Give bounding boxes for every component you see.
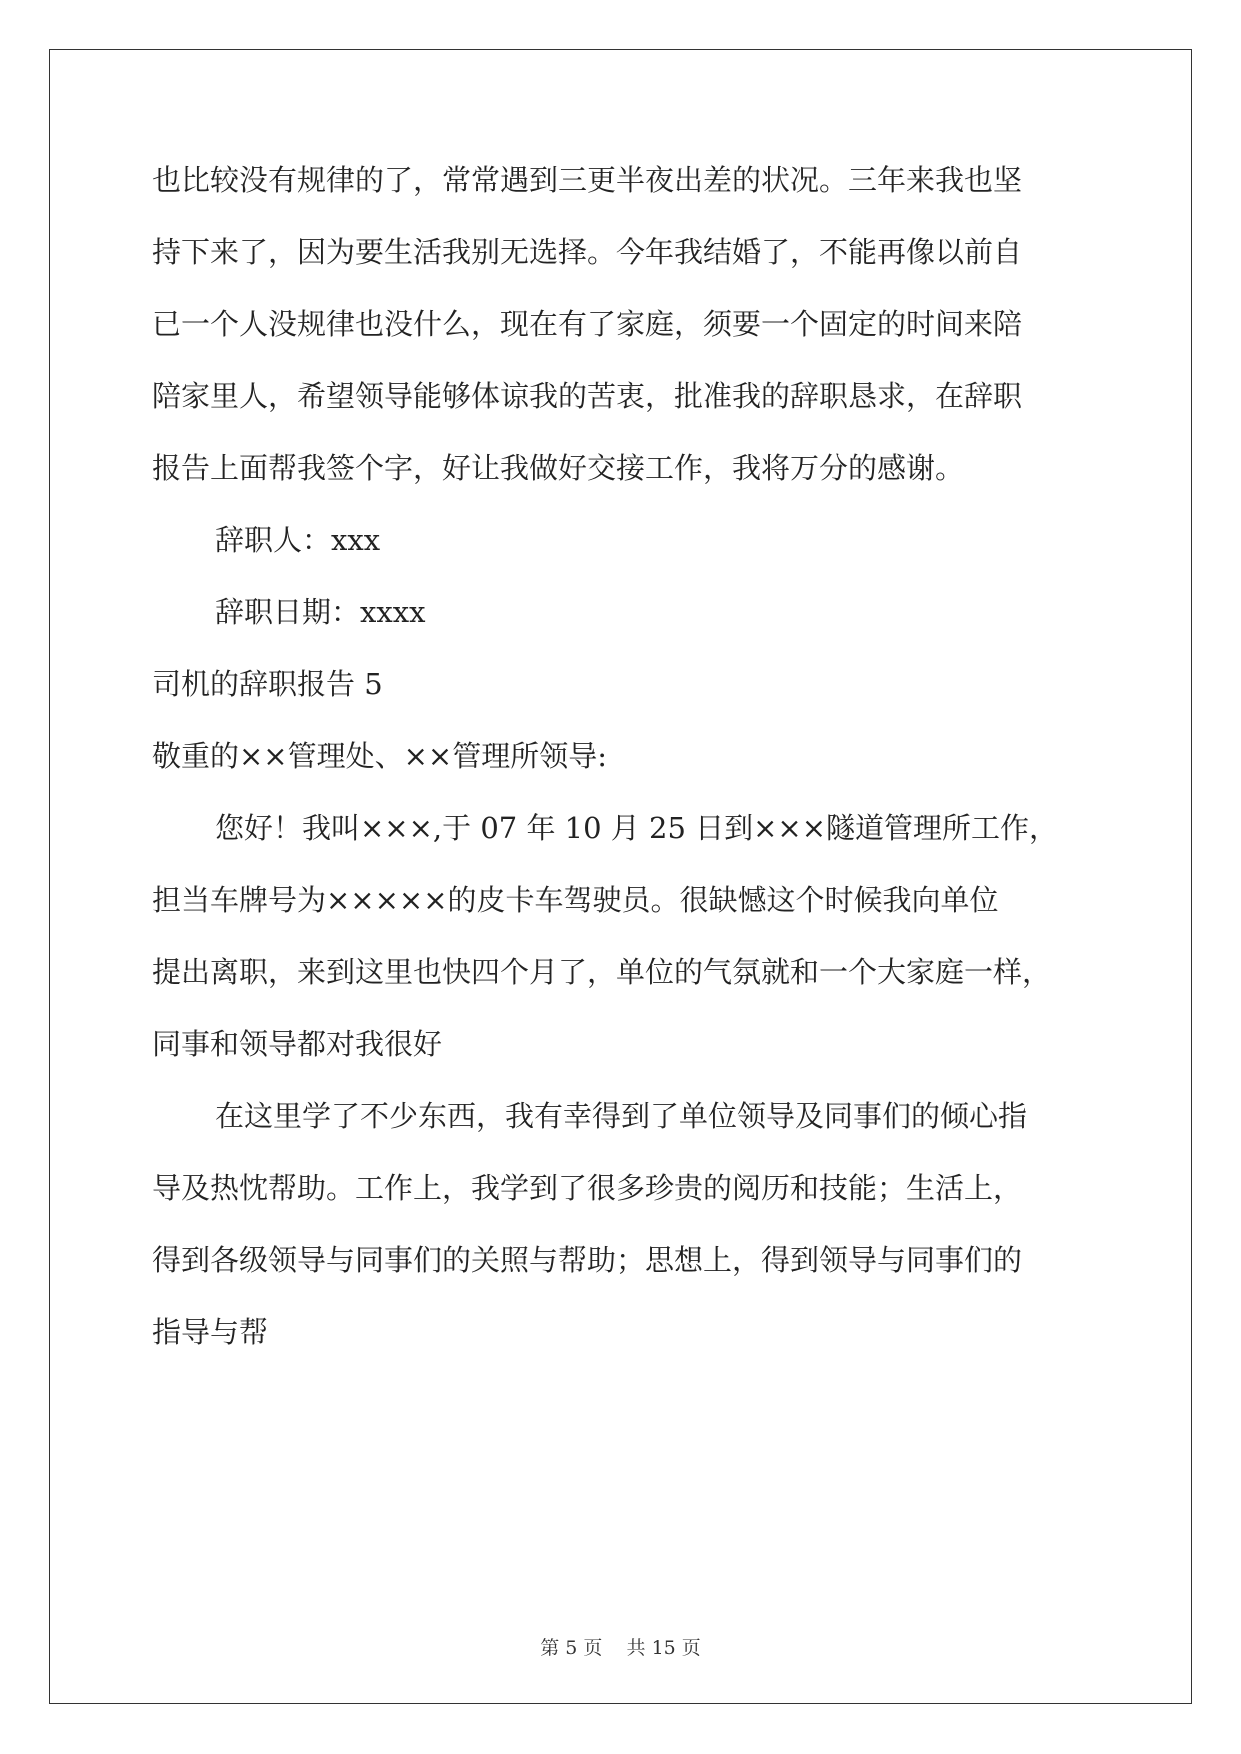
resignee-line: 辞职人：xxx xyxy=(215,523,381,557)
body-line: 已一个人没规律也没什么，现在有了家庭，须要一个固定的时间来陪 xyxy=(152,307,1023,341)
body-line: 指导与帮 xyxy=(152,1315,269,1349)
page-number-footer: 第 5 页 共 15 页 xyxy=(540,1637,701,1659)
body-line: 担当车牌号为×××××的皮卡车驾驶员。很缺憾这个时候我向单位 xyxy=(152,883,999,917)
body-line: 持下来了，因为要生活我别无选择。今年我结婚了，不能再像以前自 xyxy=(152,235,1023,269)
page-border xyxy=(49,49,1192,1704)
resignation-date-line: 辞职日期：xxxx xyxy=(215,595,426,629)
body-line: 报告上面帮我签个字，好让我做好交接工作，我将万分的感谢。 xyxy=(152,451,965,485)
body-line: 同事和领导都对我很好 xyxy=(152,1027,443,1061)
body-line: 导及热忱帮助。工作上，我学到了很多珍贵的阅历和技能；生活上， xyxy=(152,1171,1023,1205)
salutation: 敬重的××管理处、××管理所领导: xyxy=(152,739,607,773)
body-line: 提出离职，来到这里也快四个月了，单位的气氛就和一个大家庭一样， xyxy=(152,955,1052,989)
body-line: 得到各级领导与同事们的关照与帮助；思想上，得到领导与同事们的 xyxy=(152,1243,1023,1277)
body-line: 您好！我叫×××,于 07 年 10 月 25 日到×××隧道管理所工作， xyxy=(215,811,1059,845)
body-line: 也比较没有规律的了，常常遇到三更半夜出差的状况。三年来我也坚 xyxy=(152,163,1023,197)
body-line: 陪家里人，希望领导能够体谅我的苦衷，批准我的辞职恳求，在辞职 xyxy=(152,379,1023,413)
body-line: 在这里学了不少东西，我有幸得到了单位领导及同事们的倾心指 xyxy=(215,1099,1028,1133)
section-title: 司机的辞职报告 5 xyxy=(152,667,383,701)
